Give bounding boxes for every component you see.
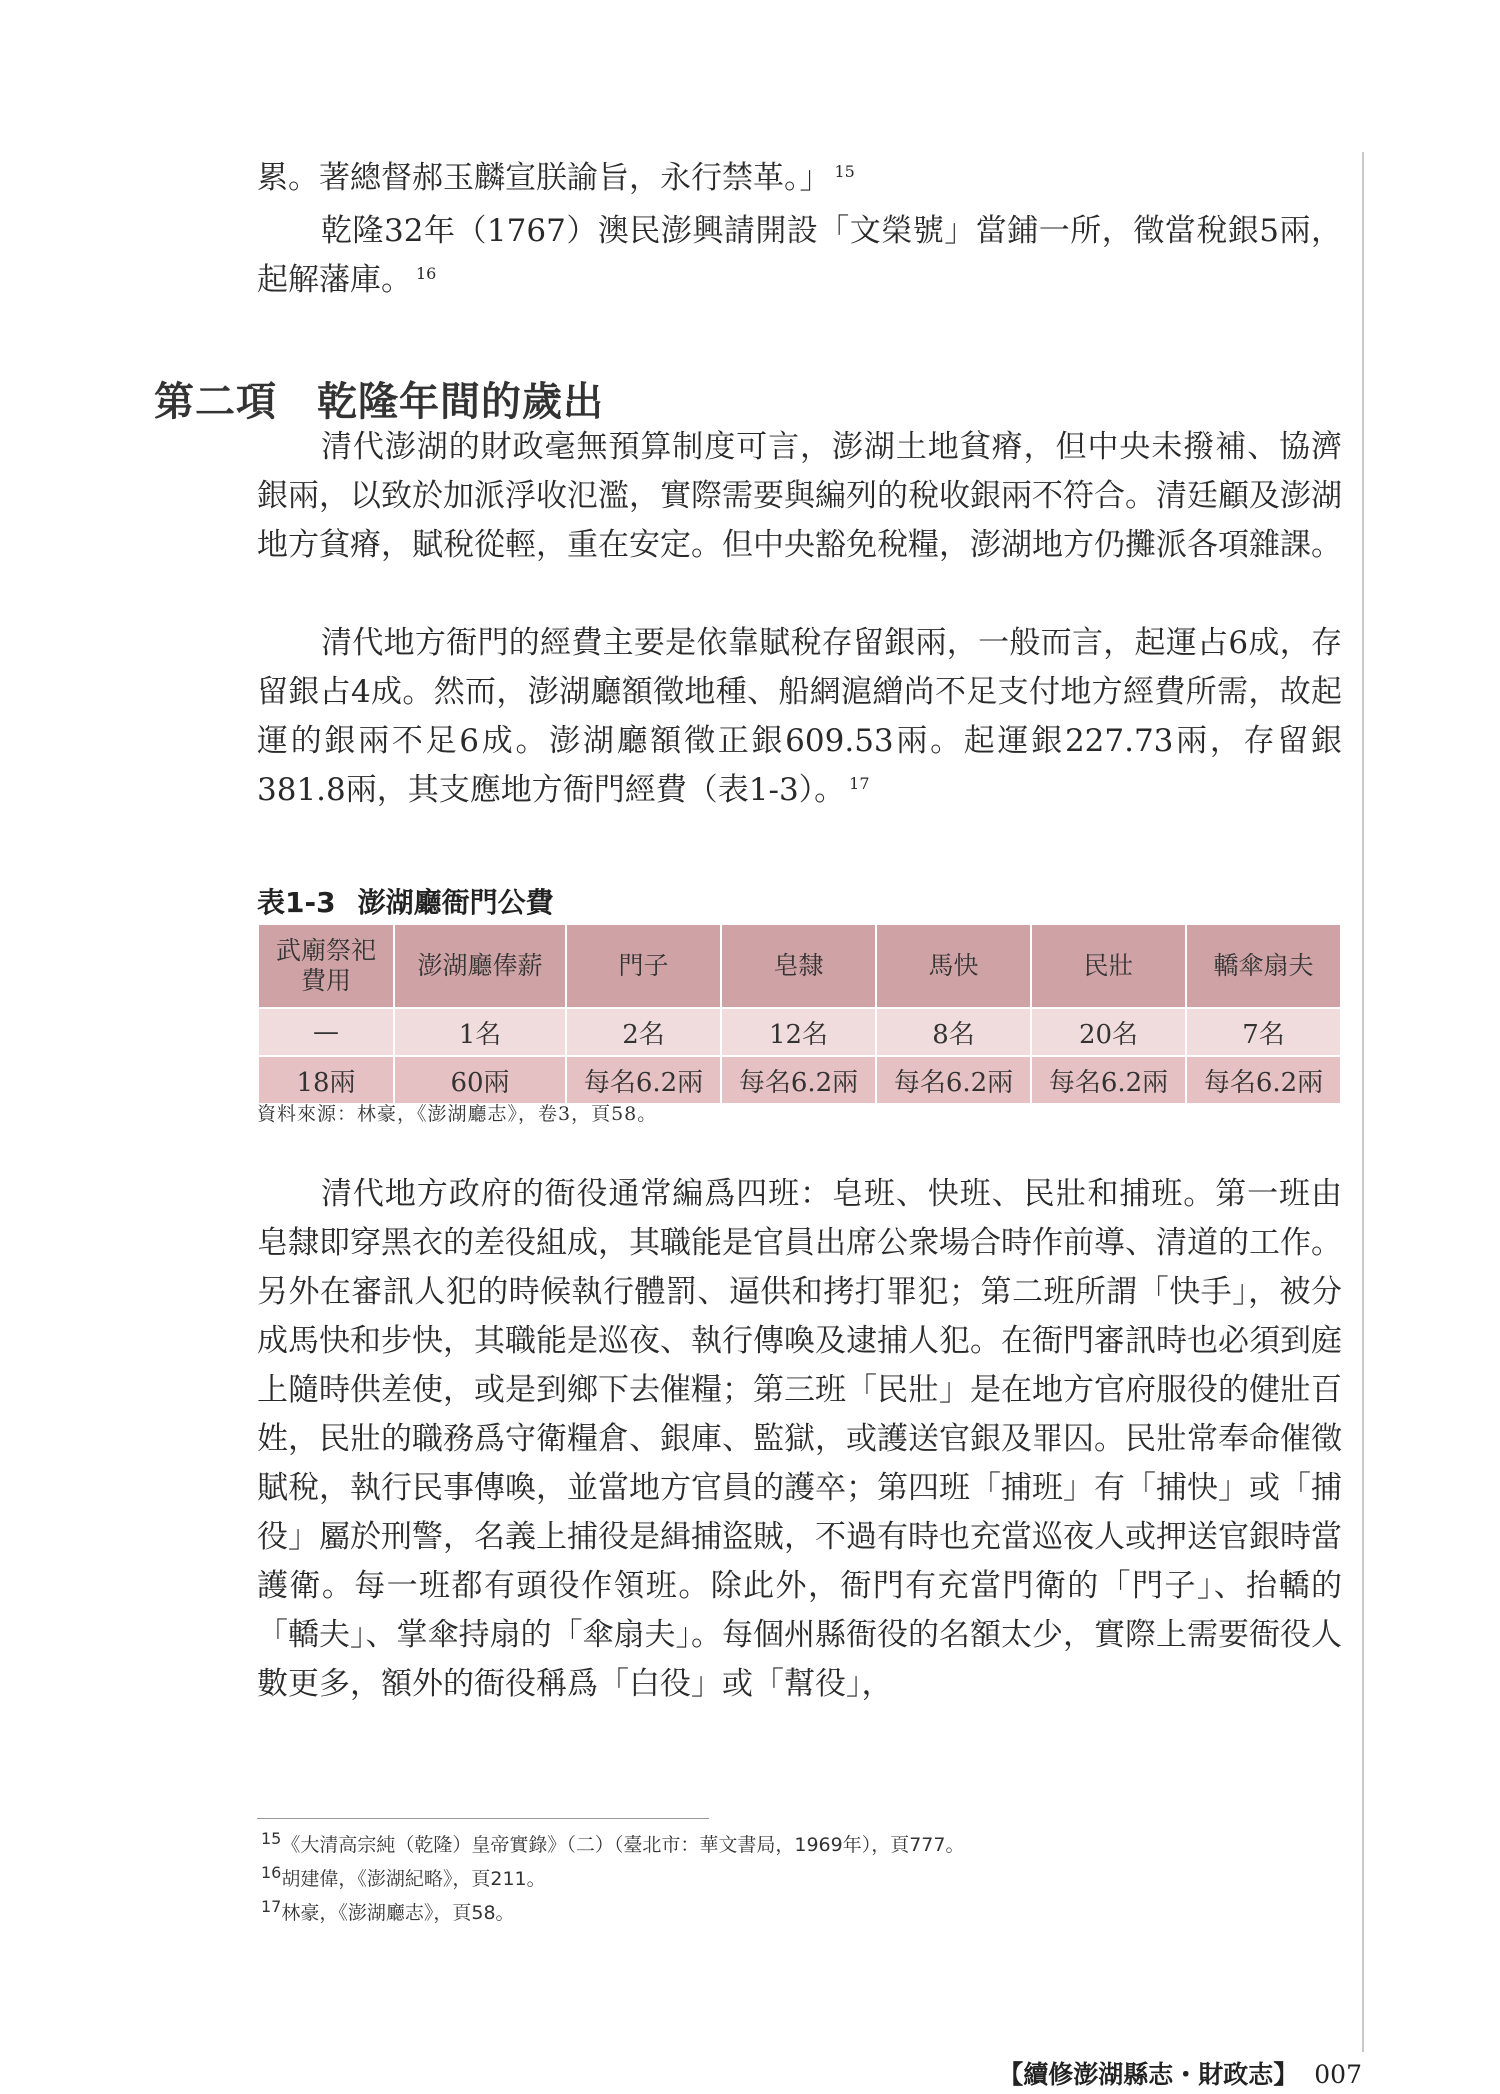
paragraph-yamen-runners: 清代地方政府的衙役通常編爲四班：皂班、快班、民壯和捕班。第一班由皂隸即穿黑衣的差役組成，其職能是官員出席公衆場合時作前導、清道的工作。另外在審訊人犯的時候執行體罰、逼供和拷打罪犯；第二班所謂「快手」，被分成馬快和步快，其職能是巡夜、執行傳喚及逮捕人犯。在衙門審訊時也必須到庭上隨時供差使，或是到鄉下去催糧；第三班「民壯」是在地方官府服役的健壯百姓，民壯的職務爲守衛糧倉、銀庫、監獄，或護送官銀及罪囚。民壯常奉命催徵賦稅，執行民事傳喚，並當地方官員的護卒；第四班「捕班」有「捕快」或「捕役」屬於刑警，名義上捕役是緝捕盜賊，不過有時也充當巡夜人或押送官銀時當護衛。每一班都有頭役作領班。除此外，衙門有充當門衛的「門子」、抬轎的「轎夫」、掌傘持扇的「傘扇夫」。每個州縣衙役的名額太少，實際上需要衙役人數更多，額外的衙役稱爲「白役」或「幫役」， [257,1176,1342,1702]
table-cell: — [258,1008,394,1056]
table-cell: 20名 [1031,1008,1186,1056]
paragraph-pawnshop: 乾隆32年（1767）澳民澎興請開設「文榮號」當鋪一所，徵當稅銀5兩，起解藩庫。 $^{16}$ [257,213,1342,298]
paragraph-expenses: 清代地方衙門的經費主要是依靠賦稅存留銀兩，一般而言，起運占6成，存留銀占4成。然而，澎湖廳額徵地種、船網滬繒尚不足支付地方經費所需，故起運的銀兩不足6成。澎湖廳額徵正銀609.53兩。起運銀227.73兩，存留銀381.8兩，其支應地方衙門經費（表1-3）。 $^{17}$ [257,625,1342,808]
footnote-ref-17: 17 [849,773,870,793]
header-mounted-police: 馬快 [876,924,1031,1008]
table-source: 資料來源：林豪，《澎湖廳志》，卷3，頁58。 [257,1103,658,1125]
table-cell: 每名6.2兩 [1031,1056,1186,1104]
section-heading: 第二項 乾隆年間的歲出 [154,379,604,425]
table-row-headcount [258,1008,1341,1056]
header-temple-rites: 武廟祭祀費用 [258,924,394,1008]
book-title: 【續修澎湖縣志・財政志】 [998,2060,1299,2089]
table-cell: 60兩 [394,1056,566,1104]
table-cell: 8名 [876,1008,1031,1056]
margin-rule [1362,152,1364,2052]
footnote-divider [257,1818,709,1819]
header-bearers: 轎傘扇夫 [1186,924,1341,1008]
table-cell: 12名 [721,1008,876,1056]
paragraph-continued: 累。著總督郝玉麟宣朕諭旨，永行禁革。」 $^{15}$ [257,160,855,196]
table-cell: 每名6.2兩 [876,1056,1031,1104]
yamen-fees-table [257,923,1342,1105]
header-doorman: 門子 [566,924,721,1008]
table-cell: 每名6.2兩 [1186,1056,1341,1104]
footnote-17: $^{17}$林豪，《澎湖廳志》，頁58。 [261,1896,515,1924]
table-cell: 2名 [566,1008,721,1056]
table-header-row [258,924,1341,1008]
footnote-ref-16: 16 [416,263,437,283]
page-number: 007 [1314,2060,1362,2089]
header-salary: 澎湖廳俸薪 [394,924,566,1008]
page-footer [998,2055,1362,2091]
footnote-16: $^{16}$胡建偉，《澎湖紀略》，頁211。 [261,1862,546,1890]
table-cell: 1名 [394,1008,566,1056]
table-cell: 每名6.2兩 [721,1056,876,1104]
table-cell: 18兩 [258,1056,394,1104]
table-row-amount [258,1056,1341,1104]
paragraph-budget: 清代澎湖的財政毫無預算制度可言，澎湖土地貧瘠，但中央未撥補、協濟銀兩，以致於加派浮收氾濫，實際需要與編列的稅收銀兩不符合。清廷顧及澎湖地方貧瘠，賦稅從輕，重在安定。但中央豁免稅糧，澎湖地方仍攤派各項雜課。 [257,429,1342,563]
table-cell: 7名 [1186,1008,1341,1056]
table-cell: 每名6.2兩 [566,1056,721,1104]
footnote-15: $^{15}$《大清高宗純（乾隆）皇帝實錄》（二）（臺北市：華文書局，1969年），頁777。 [261,1828,965,1856]
table-caption: 表1-3 澎湖廳衙門公費 [257,886,554,919]
footnote-ref-15: 15 [834,161,855,181]
header-militia: 民壯 [1031,924,1186,1008]
header-runners: 皂隸 [721,924,876,1008]
